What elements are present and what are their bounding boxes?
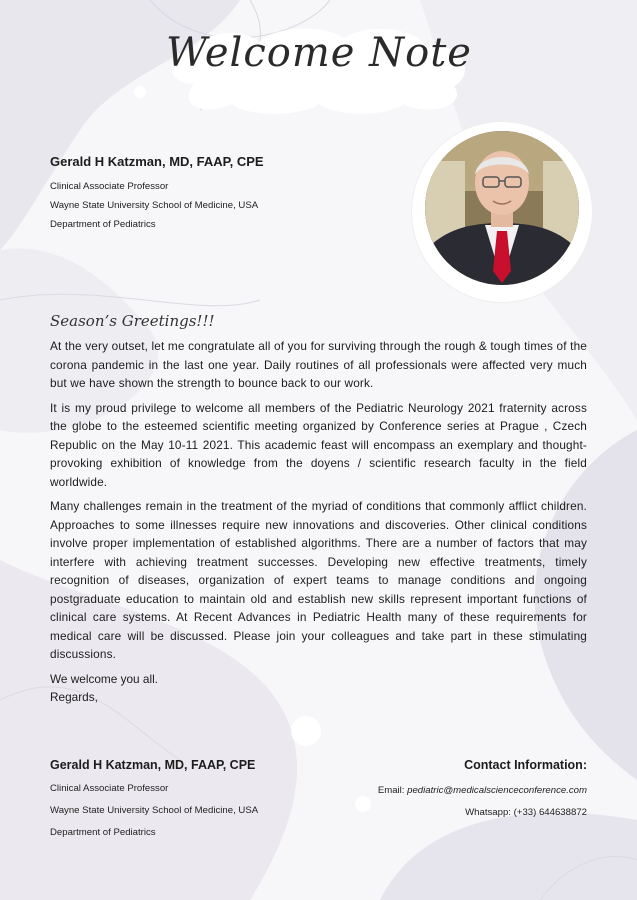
whatsapp-number: (+33) 644638872 [513, 807, 587, 818]
contact-title: Contact Information: [464, 758, 587, 772]
signature-institution: Wayne State University School of Medicine, USA [50, 805, 259, 816]
author-name: Gerald H Katzman, MD, FAAP, CPE [50, 154, 264, 169]
signature-block [50, 758, 350, 844]
signature-name: Gerald H Katzman, MD, FAAP, CPE [50, 758, 256, 772]
author-portrait [425, 131, 579, 285]
bottom-right-blob [380, 813, 637, 900]
body-paragraph-3: Many challenges remain in the treatment of the myriad of conditions that commonly afflict children. Approaches to some illnesses require new innovations and discoveries. Other clinical conditions involve proper implementation of established algorithms. There are a number of factors that may interfere with achieving treatment successes. Developing new effective treatments, timely recognition of diseases, organization of expert teams to manage conditions and ongoing postgraduate education to maintain old and establish new skills represent important functions of clinical care systems. At Recent Advances in Pediatric Health many of these requirements for medical care will be discussed. Please join your colleagues and take part in these stimulating discussions. [50, 499, 587, 661]
decor-circle-3 [134, 86, 146, 98]
signature-department: Department of Pediatrics [50, 827, 156, 838]
contact-whatsapp-line [327, 802, 587, 824]
closing-welcome: We welcome you all. [50, 671, 158, 686]
contact-email-line [327, 780, 587, 802]
body-paragraph-1: At the very outset, let me congratulate all of you for surviving through the rough & tough times of the corona pandemic in the last one year. Daily routines of all professionals were affected very much but we have shown the strength to bounce back to our work. [50, 339, 587, 390]
author-position: Clinical Associate Professor [50, 181, 169, 192]
author-institution: Wayne State University School of Medicine, USA [50, 200, 259, 211]
whatsapp-label: Whatsapp: [465, 807, 511, 818]
author-department: Department of Pediatrics [50, 219, 156, 230]
closing-regards: Regards, [50, 690, 98, 704]
page-title: Welcome Note [166, 30, 472, 76]
contact-block [327, 758, 587, 824]
decor-circle-1 [291, 716, 321, 746]
greeting: Season’s Greetings!!! [50, 312, 215, 330]
body-paragraph-2: It is my proud privilege to welcome all members of the Pediatric Neurology 2021 fraternity across the globe to the esteemed scientific meeting organized by Conference series at Prague , Czech Republic on the May 10-11 2021. This academic feast will encompass an exemplary and thought-provoking exhibition of knowledge from the doyens / scientific research faculty in the field worldwide. [50, 400, 587, 489]
portrait-illustration [425, 131, 579, 285]
email-link[interactable]: pediatric@medicalscienceconference.com [407, 785, 587, 796]
author-block [50, 154, 380, 234]
letter-body [50, 337, 587, 707]
email-label: Email: [377, 785, 405, 796]
signature-position: Clinical Associate Professor [50, 783, 169, 794]
